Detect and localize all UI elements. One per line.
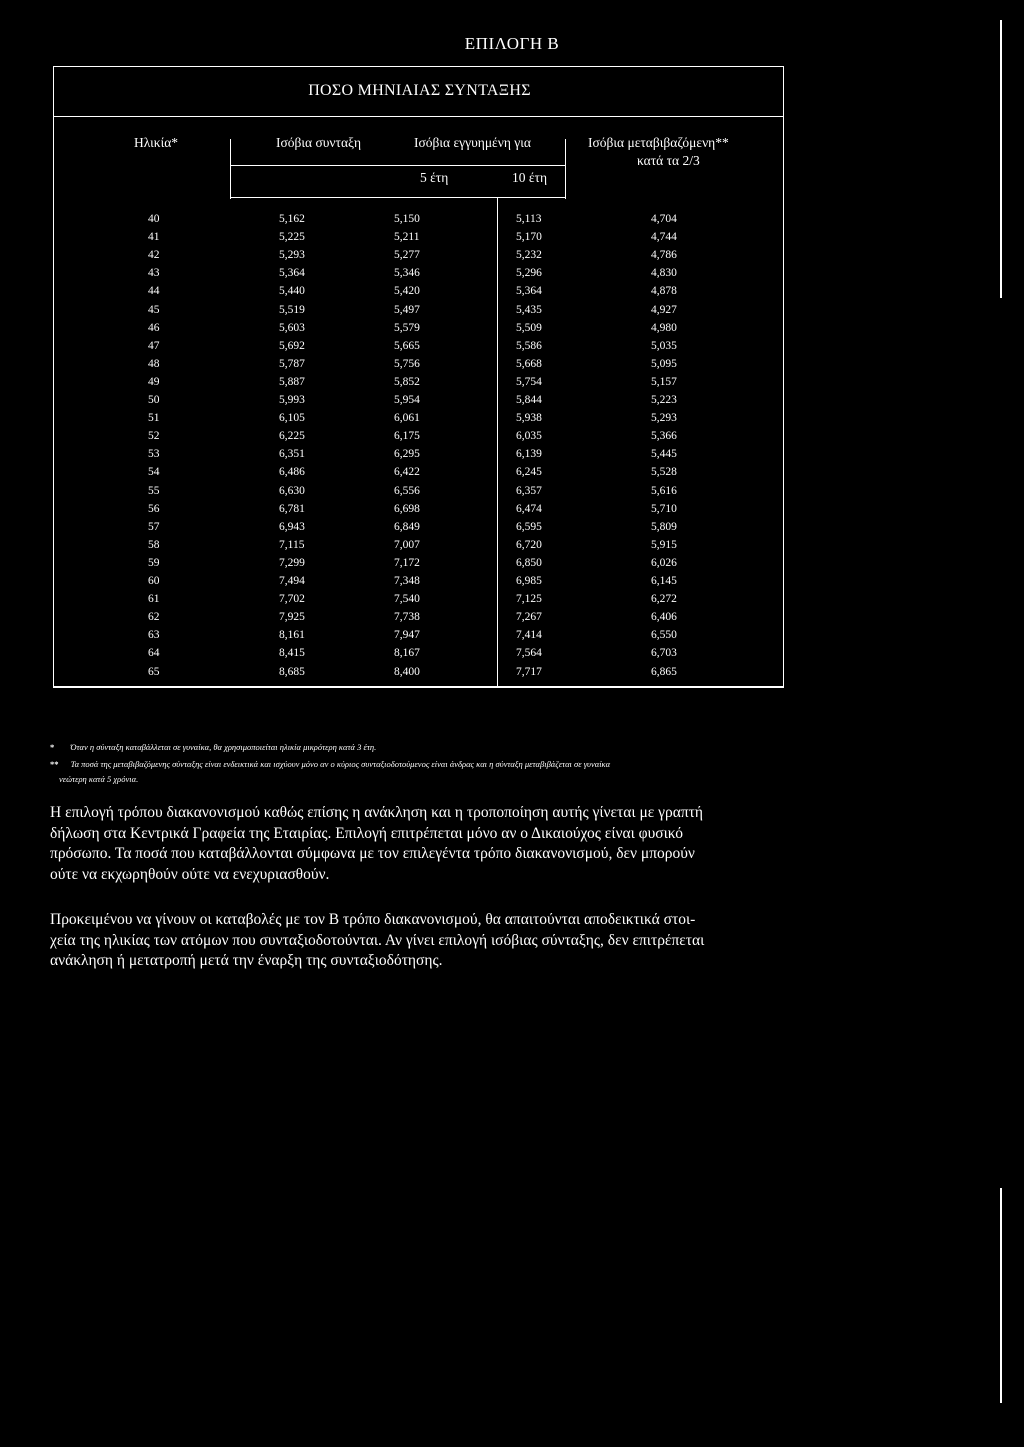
col-divider-1 — [230, 139, 231, 199]
cell-lifetime: 6,943 — [279, 520, 305, 533]
cell-lifetime: 5,440 — [279, 285, 305, 298]
cell-transferable: 5,293 — [651, 412, 677, 425]
paragraph-line: χεία της ηλικίας των ατόμων που συνταξιοδοτούνται. Αν γίνει επιλογή ισόβιας σύνταξης, δεν επιτρέπεται — [50, 931, 705, 949]
cell-guaranteed-5: 7,348 — [394, 575, 420, 587]
cell-lifetime: 6,630 — [279, 484, 305, 497]
cell-guaranteed-10: 5,754 — [516, 375, 542, 388]
cell-guaranteed-10: 6,357 — [516, 484, 542, 497]
cell-transferable: 5,095 — [651, 357, 677, 370]
cell-guaranteed-10: 5,170 — [516, 231, 542, 244]
cell-transferable: 5,445 — [651, 448, 677, 461]
cell-guaranteed-5: 6,175 — [394, 430, 420, 443]
cell-lifetime: 5,364 — [279, 267, 305, 280]
cell-age: 45 — [148, 303, 160, 316]
footnote-2-text: Τα ποσά της μεταβιβαζόμενης σύνταξης είναι ενδεικτικά και ισχύουν μόνο αν ο κύριος συνταξιοδοτούμενος είναι άνδρας και η σύνταξη μεταβιβάζεται σε γυναίκα — [70, 759, 611, 769]
cell-age: 56 — [148, 502, 160, 515]
cell-transferable: 5,528 — [651, 466, 677, 479]
cell-transferable: 6,406 — [651, 611, 677, 624]
cell-age: 41 — [148, 231, 160, 244]
header-transferable-1: Ισόβια μεταβιβαζόμενη** — [588, 135, 729, 150]
header-guaranteed: Ισόβια εγγυημένη για — [414, 135, 531, 150]
cell-age: 53 — [148, 448, 160, 461]
cell-age: 65 — [148, 665, 160, 678]
cell-guaranteed-5: 6,061 — [394, 412, 420, 425]
paragraph-line: Η επιλογή τρόπου διακανονισμού καθώς επίσης η ανάκληση και η τροποποίηση αυτής γίνεται με γραπτή — [50, 804, 704, 821]
cell-lifetime: 6,781 — [279, 502, 305, 515]
cell-age: 43 — [148, 267, 160, 280]
header-transferable-2: κατά τα 2/3 — [637, 153, 700, 168]
subheader-line — [230, 165, 565, 166]
paragraph-line: ούτε να εκχωρηθούν ούτε να ενεχυριασθούν. — [50, 865, 330, 883]
cell-age: 46 — [148, 321, 160, 334]
col-divider-2 — [565, 139, 566, 199]
cell-age: 63 — [148, 629, 160, 642]
header-lifetime: Ισόβια συνταξη — [276, 135, 362, 150]
footnote-2-marker: ** — [50, 759, 59, 769]
footnote-2-cont: νεώτερη κατά 5 χρόνια. — [59, 774, 139, 784]
cell-lifetime: 5,993 — [279, 394, 305, 406]
header-age: Ηλικία* — [134, 135, 179, 150]
col-divider-3 — [497, 197, 498, 687]
cell-age: 40 — [148, 213, 160, 225]
cell-lifetime: 6,225 — [279, 430, 305, 443]
cell-guaranteed-5: 7,007 — [394, 538, 420, 551]
cell-transferable: 5,616 — [651, 484, 677, 497]
cell-guaranteed-5: 5,665 — [394, 339, 420, 352]
footnote-1-marker: * — [50, 742, 55, 752]
cell-guaranteed-5: 6,422 — [394, 466, 420, 479]
cell-guaranteed-10: 6,850 — [516, 556, 542, 569]
cell-guaranteed-10: 5,296 — [516, 267, 542, 280]
cell-guaranteed-10: 5,435 — [516, 303, 542, 316]
cell-transferable: 5,035 — [651, 339, 677, 352]
cell-age: 61 — [148, 593, 160, 606]
cell-lifetime: 5,603 — [279, 321, 305, 334]
cell-guaranteed-10: 7,267 — [516, 611, 542, 624]
paragraph-line: πρόσωπο. Τα ποσά που καταβάλλονται σύμφωνα με τον επιλεγέντα τρόπο διακανονισμού, δεν μπορούν — [50, 845, 695, 862]
cell-age: 51 — [148, 412, 160, 425]
cell-lifetime: 6,351 — [279, 448, 305, 461]
cell-age: 49 — [148, 375, 160, 388]
cell-lifetime: 7,494 — [279, 575, 305, 587]
cell-guaranteed-5: 5,756 — [394, 357, 420, 370]
cell-guaranteed-5: 5,852 — [394, 375, 420, 388]
cell-age: 44 — [148, 285, 160, 298]
pension-table — [53, 66, 784, 688]
cell-lifetime: 5,692 — [279, 339, 305, 352]
cell-age: 48 — [148, 357, 160, 370]
cell-transferable: 4,980 — [651, 321, 677, 334]
cell-guaranteed-5: 6,849 — [394, 520, 420, 533]
paragraph-line: Προκειμένου να γίνουν οι καταβολές με τον Β τρόπο διακανονισμού, θα απαιτούνται αποδεικτικά στοι- — [50, 911, 696, 928]
cell-lifetime: 7,702 — [279, 593, 305, 606]
margin-rule-bottom — [1000, 1188, 1002, 1403]
paragraph-2 — [50, 910, 850, 972]
cell-guaranteed-10: 6,245 — [516, 466, 542, 479]
paragraph-line: δήλωση στα Κεντρικά Γραφεία της Εταιρίας. Επιλογή επιτρέπεται μόνο αν ο Δικαιούχος είναι φυσικό — [50, 824, 684, 842]
cell-guaranteed-5: 8,400 — [394, 665, 420, 678]
cell-lifetime: 5,162 — [279, 213, 305, 225]
cell-guaranteed-5: 5,277 — [394, 249, 420, 262]
cell-transferable: 5,223 — [651, 394, 677, 406]
cell-guaranteed-10: 5,938 — [516, 412, 542, 425]
cell-age: 54 — [148, 466, 160, 479]
cell-guaranteed-10: 6,035 — [516, 430, 542, 443]
cell-lifetime: 8,415 — [279, 647, 305, 660]
cell-age: 62 — [148, 611, 160, 624]
cell-transferable: 4,927 — [651, 303, 677, 316]
cell-transferable: 4,878 — [651, 285, 677, 298]
cell-guaranteed-10: 7,564 — [516, 647, 542, 660]
cell-lifetime: 8,685 — [279, 665, 305, 678]
cell-guaranteed-5: 7,947 — [394, 629, 420, 642]
cell-age: 58 — [148, 538, 160, 551]
paragraph-1 — [50, 803, 850, 885]
cell-guaranteed-5: 5,346 — [394, 267, 420, 280]
cell-transferable: 6,703 — [651, 647, 677, 660]
table-banner: ΠΟΣΟ ΜΗΝΙΑΙΑΣ ΣΥΝΤΑΞΗΣ — [308, 82, 531, 99]
cell-guaranteed-10: 5,364 — [516, 285, 542, 298]
cell-lifetime: 7,925 — [279, 611, 305, 624]
cell-guaranteed-10: 5,586 — [516, 339, 542, 352]
cell-lifetime: 5,787 — [279, 357, 305, 370]
cell-guaranteed-5: 7,738 — [394, 611, 420, 624]
cell-guaranteed-10: 6,985 — [516, 575, 542, 587]
cell-guaranteed-5: 5,954 — [394, 394, 420, 406]
header-bottom-line — [230, 197, 565, 198]
cell-transferable: 5,366 — [651, 430, 677, 443]
cell-guaranteed-5: 8,167 — [394, 647, 420, 660]
cell-transferable: 4,830 — [651, 267, 677, 280]
cell-guaranteed-5: 5,579 — [394, 321, 420, 334]
cell-lifetime: 7,299 — [279, 556, 305, 569]
cell-guaranteed-10: 6,595 — [516, 520, 542, 533]
cell-guaranteed-10: 6,474 — [516, 502, 542, 515]
cell-guaranteed-10: 6,139 — [516, 448, 542, 461]
cell-lifetime: 5,887 — [279, 375, 305, 388]
footnote-1-text: Όταν η σύνταξη καταβάλλεται σε γυναίκα, θα χρησιμοποιείται ηλικία μικρότερη κατά 3 έτη. — [70, 742, 377, 752]
cell-age: 57 — [148, 520, 160, 533]
cell-transferable: 5,157 — [651, 375, 677, 388]
cell-age: 52 — [148, 430, 160, 443]
cell-lifetime: 5,293 — [279, 249, 305, 262]
cell-transferable: 5,915 — [651, 538, 677, 551]
cell-lifetime: 6,486 — [279, 466, 305, 479]
cell-lifetime: 5,519 — [279, 303, 305, 316]
cell-age: 55 — [148, 484, 160, 497]
cell-transferable: 6,145 — [651, 575, 677, 587]
cell-guaranteed-10: 5,232 — [516, 249, 542, 262]
footnote-2 — [50, 759, 610, 769]
cell-guaranteed-5: 7,540 — [394, 593, 420, 606]
cell-lifetime: 7,115 — [279, 538, 305, 551]
cell-transferable: 5,710 — [651, 502, 677, 515]
cell-transferable: 6,865 — [651, 665, 677, 678]
cell-guaranteed-10: 7,414 — [516, 629, 542, 642]
cell-guaranteed-10: 7,717 — [516, 665, 542, 678]
footnote-1 — [50, 742, 376, 752]
cell-guaranteed-5: 5,497 — [394, 303, 420, 316]
cell-transferable: 4,786 — [651, 249, 677, 262]
cell-lifetime: 5,225 — [279, 231, 305, 244]
cell-guaranteed-10: 6,720 — [516, 538, 542, 551]
cell-age: 64 — [148, 647, 160, 660]
cell-transferable: 4,704 — [651, 213, 677, 225]
cell-age: 59 — [148, 556, 160, 569]
banner-divider — [54, 116, 783, 117]
cell-guaranteed-10: 5,668 — [516, 357, 542, 370]
cell-guaranteed-10: 5,844 — [516, 394, 542, 406]
cell-guaranteed-10: 5,113 — [516, 213, 542, 225]
cell-lifetime: 6,105 — [279, 412, 305, 425]
header-guaranteed-10: 10 έτη — [512, 170, 548, 185]
cell-transferable: 6,550 — [651, 629, 677, 642]
cell-transferable: 4,744 — [651, 231, 677, 244]
cell-guaranteed-5: 6,295 — [394, 448, 420, 461]
cell-age: 42 — [148, 249, 160, 262]
paragraph-line: ανάκληση ή μετατροπή μετά την έναρξη της συνταξιοδότησης. — [50, 952, 443, 969]
cell-age: 47 — [148, 339, 160, 352]
cell-transferable: 6,026 — [651, 556, 677, 569]
cell-guaranteed-5: 5,211 — [394, 231, 420, 244]
cell-guaranteed-10: 7,125 — [516, 593, 542, 606]
cell-age: 60 — [148, 575, 160, 587]
cell-guaranteed-10: 5,509 — [516, 321, 542, 334]
cell-age: 50 — [148, 394, 160, 406]
margin-rule-top — [1000, 20, 1002, 298]
cell-transferable: 6,272 — [651, 593, 677, 606]
cell-guaranteed-5: 7,172 — [394, 556, 420, 569]
cell-guaranteed-5: 6,556 — [394, 484, 420, 497]
header-guaranteed-5: 5 έτη — [420, 170, 449, 185]
cell-lifetime: 8,161 — [279, 629, 305, 642]
cell-guaranteed-5: 5,420 — [394, 285, 420, 298]
cell-guaranteed-5: 6,698 — [394, 502, 420, 515]
page-title: ΕΠΙΛΟΓΗ Β — [464, 34, 560, 53]
cell-transferable: 5,809 — [651, 520, 677, 533]
cell-guaranteed-5: 5,150 — [394, 213, 420, 225]
